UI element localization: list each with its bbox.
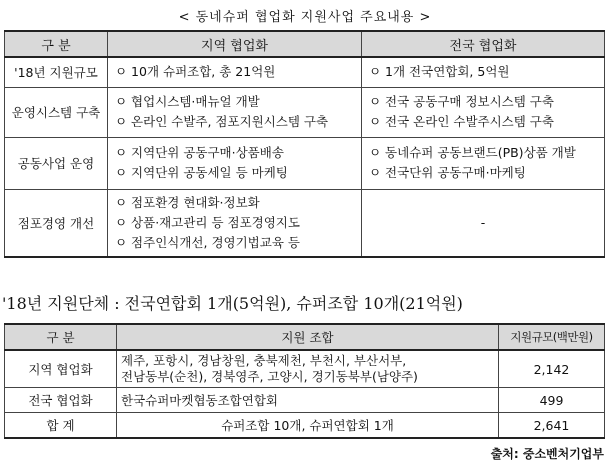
header-organizations: 지원 조합 — [117, 324, 499, 350]
list-item: ㅇ 전국 온라인 수발주시스템 구축 — [369, 114, 554, 129]
national-cell — [362, 57, 605, 87]
list-item: ㅇ 지역단위 공동세일 등 마케팅 — [115, 165, 288, 180]
regional-cell — [108, 189, 362, 257]
list-item: ㅇ 점주인식개선, 경영기법교육 등 — [115, 234, 300, 250]
table-row — [5, 350, 605, 388]
header-amount: 지원규모(백만원) — [499, 324, 605, 350]
list-item: ㅇ 전국단위 공동구매·마케팅 — [369, 165, 526, 180]
table-header-row — [5, 31, 605, 57]
regional-cell — [108, 57, 362, 87]
organizations-line: 전남동부(순천), 경북영주, 고양시, 경기동북부(남양주) — [121, 369, 418, 384]
regional-cell — [108, 137, 362, 189]
list-item: ㅇ 상품·재고관리 등 점포경영지도 — [115, 214, 300, 230]
national-cell — [362, 87, 605, 137]
row-category: '18년 지원규모 — [5, 57, 108, 87]
source-note: 출처: 중소벤처기업부 — [490, 447, 604, 461]
row-category: 운영시스템 구축 — [5, 87, 108, 137]
table-row — [5, 137, 605, 189]
header-category: 구 분 — [5, 324, 117, 350]
organizations-line: 제주, 포항시, 경남창원, 충북제천, 부천시, 부산서부, — [121, 353, 407, 368]
header-national: 전국 협업화 — [362, 31, 605, 57]
table-row — [5, 57, 605, 87]
table-row — [5, 189, 605, 257]
list-item: ㅇ 온라인 수발주, 점포지원시스템 구축 — [115, 114, 329, 129]
header-category: 구 분 — [5, 31, 108, 57]
support-groups-summary: '18년 지원단체 : 전국연합회 1개(5억원), 슈퍼조합 10개(21억원) — [2, 294, 463, 313]
list-item: ㅇ 전국 공동구매 정보시스템 구축 — [369, 94, 554, 109]
amount-cell: 2,641 — [499, 413, 605, 439]
organizations-cell: 슈퍼조합 10개, 슈퍼연합회 1개 — [117, 413, 499, 439]
list-item: ㅇ 점포환경 현대화·정보화 — [115, 194, 260, 210]
table-row — [5, 388, 605, 413]
row-category: 점포경영 개선 — [5, 189, 108, 257]
regional-cell — [108, 87, 362, 137]
national-cell — [362, 137, 605, 189]
table-row — [5, 87, 605, 137]
list-item: ㅇ 협업시스템·매뉴얼 개발 — [115, 94, 260, 109]
table-header-row — [5, 324, 605, 350]
row-category: 전국 협업화 — [5, 388, 117, 413]
header-regional: 지역 협업화 — [108, 31, 362, 57]
list-item: ㅇ 동네슈퍼 공동브랜드(PB)상품 개발 — [369, 145, 576, 160]
row-category: 공동사업 운영 — [5, 137, 108, 189]
amount-cell: 2,142 — [499, 350, 605, 388]
list-item: ㅇ 1개 전국연합회, 5억원 — [369, 64, 510, 80]
amount-cell: 499 — [499, 388, 605, 413]
row-category: 합 계 — [5, 413, 117, 439]
national-cell: - — [362, 189, 605, 257]
table-row — [5, 413, 605, 439]
row-category: 지역 협업화 — [5, 350, 117, 388]
list-item: ㅇ 10개 슈퍼조합, 총 21억원 — [115, 64, 276, 80]
support-content-table — [4, 30, 605, 258]
organizations-cell: 한국슈퍼마켓협동조합연합회 — [117, 388, 499, 413]
section-title: < 동네슈퍼 협업화 지원사업 주요내용 > — [178, 10, 432, 25]
organizations-cell — [117, 350, 499, 388]
list-item: ㅇ 지역단위 공동구매·상품배송 — [115, 145, 284, 160]
support-groups-table — [4, 323, 605, 439]
